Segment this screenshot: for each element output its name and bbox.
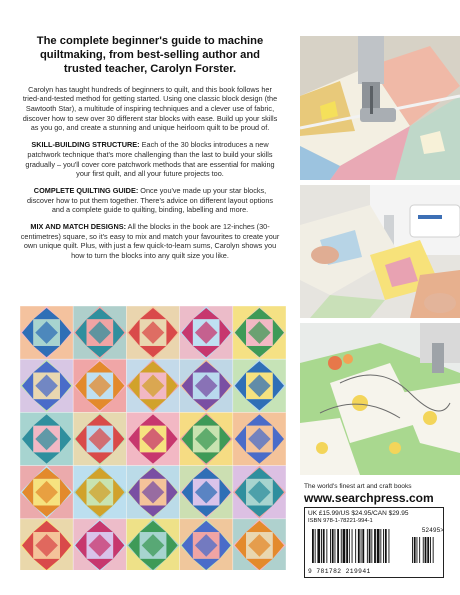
publisher-url[interactable]: www.searchpress.com bbox=[304, 491, 434, 505]
section-heading: COMPLETE QUILTING GUIDE: bbox=[33, 185, 139, 195]
section-body: All the blocks in the book are 12-inches (30-centimetres) square, so it's easy to mix and match your favourites to create your own unique quilt. Plus, with just a few quick-to-learn sums, Carolyn shows you how to turn the blocks into any quilt size you like. bbox=[20, 222, 280, 261]
section-body: Once you've made up your star blocks, discover how to put them together. There's advice on different layout options and a complete guide to quilting, binding, labelling and more. bbox=[26, 185, 274, 215]
section-body: Each of the 30 blocks introduces a new patchwork technique that's more challenging than the last to build your skills gradually – you'll cover core patchwork methods that are essential for making your first quilt, and all your future projects too. bbox=[25, 140, 275, 179]
price-box bbox=[304, 507, 444, 578]
quilt-image bbox=[20, 306, 286, 570]
section-skill-building bbox=[20, 140, 280, 179]
section-heading: MIX AND MATCH DESIGNS: bbox=[30, 222, 127, 232]
headline: The complete beginner's guide to machine quiltmaking, from best-selling author and trusted teacher, Carolyn Forster. bbox=[36, 35, 264, 76]
photo-green-patchwork bbox=[300, 323, 460, 475]
barcode-number: 9 781782 219941 bbox=[308, 568, 371, 575]
barcode-price-code: 52495> bbox=[421, 527, 444, 534]
section-heading: SKILL-BUILDING STRUCTURE: bbox=[31, 140, 140, 150]
barcode bbox=[308, 527, 448, 575]
isbn-text: ISBN 978-1-78221-994-1 bbox=[308, 518, 373, 524]
section-mix-match bbox=[20, 222, 280, 261]
intro-paragraph: Carolyn has taught hundreds of beginners to quilt, and this book follows her tried-and-tested method for getting started. Using one classic block design (the Sawtooth Star), a multitude of inspiring techniques and a clever use of fabric, discover how to sew over 30 different star blocks with ease. Build up your skills as you go, and create a stunning and unique heirloom quilt to be proud of. bbox=[22, 84, 278, 133]
publisher-tagline: The world's finest art and craft books bbox=[304, 483, 412, 490]
price-text: UK £15.99/US $24.95/CAN $29.95 bbox=[308, 510, 409, 517]
back-cover-text bbox=[20, 34, 280, 268]
publisher-block bbox=[304, 483, 454, 578]
photo-hands-sewing bbox=[300, 185, 460, 318]
photo-sewing-machine-foot bbox=[300, 36, 460, 180]
section-quilting-guide bbox=[20, 186, 280, 215]
